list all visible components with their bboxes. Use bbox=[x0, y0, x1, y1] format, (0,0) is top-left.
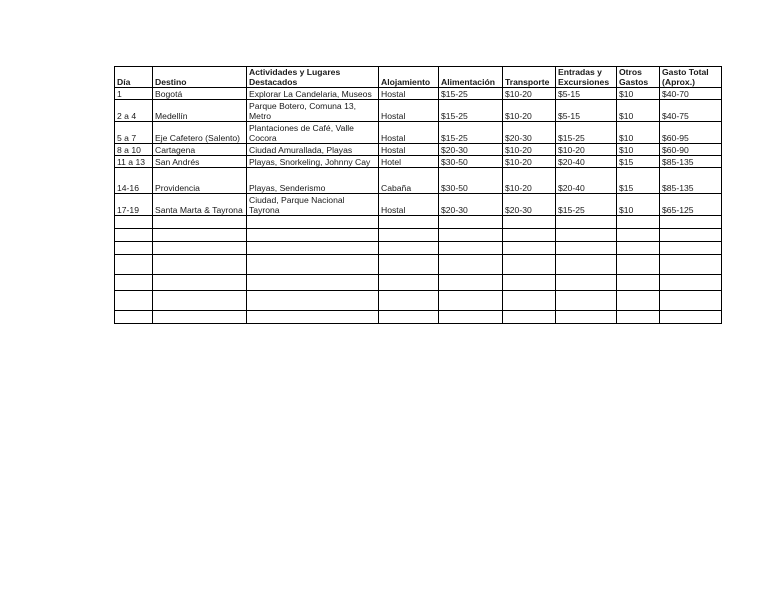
header-entradas: Entradas y Excursiones bbox=[556, 67, 617, 88]
cell-entradas: $15-25 bbox=[556, 194, 617, 216]
cell-entradas: $5-15 bbox=[556, 100, 617, 122]
empty-row bbox=[115, 255, 722, 275]
cell-entradas: $20-40 bbox=[556, 156, 617, 168]
table-row bbox=[115, 168, 722, 194]
cell-alimentacion: $15-25 bbox=[439, 88, 503, 100]
cell-transporte: $20-30 bbox=[503, 122, 556, 144]
cell-transporte: $10-20 bbox=[503, 100, 556, 122]
cell-dia: 14-16 bbox=[115, 168, 153, 194]
cell-entradas: $15-25 bbox=[556, 122, 617, 144]
cell-alimentacion: $15-25 bbox=[439, 122, 503, 144]
header-transporte: Transporte bbox=[503, 67, 556, 88]
cell-entradas: $10-20 bbox=[556, 144, 617, 156]
header-gasto-total: Gasto Total (Aprox.) bbox=[660, 67, 722, 88]
cell-transporte: $20-30 bbox=[503, 194, 556, 216]
table-row bbox=[115, 122, 722, 144]
cell-destino: Medellín bbox=[153, 100, 247, 122]
cell-gasto-total: $65-125 bbox=[660, 194, 722, 216]
cell-actividades: Parque Botero, Comuna 13, Metro bbox=[247, 100, 379, 122]
empty-row bbox=[115, 291, 722, 311]
cell-otros-gastos: $10 bbox=[617, 122, 660, 144]
empty-row bbox=[115, 242, 722, 255]
cell-destino: Eje Cafetero (Salento) bbox=[153, 122, 247, 144]
cell-destino: Bogotá bbox=[153, 88, 247, 100]
cell-actividades: Playas, Senderismo bbox=[247, 168, 379, 194]
table-row bbox=[115, 194, 722, 216]
empty-row bbox=[115, 311, 722, 324]
cell-gasto-total: $40-75 bbox=[660, 100, 722, 122]
header-alojamiento: Alojamiento bbox=[379, 67, 439, 88]
cell-destino: Cartagena bbox=[153, 144, 247, 156]
cell-entradas: $20-40 bbox=[556, 168, 617, 194]
cell-dia: 2 a 4 bbox=[115, 100, 153, 122]
cell-actividades: Plantaciones de Café, Valle Cocora bbox=[247, 122, 379, 144]
cell-transporte: $10-20 bbox=[503, 156, 556, 168]
header-row bbox=[115, 67, 722, 88]
cell-alimentacion: $20-30 bbox=[439, 144, 503, 156]
cell-actividades: Ciudad, Parque Nacional Tayrona bbox=[247, 194, 379, 216]
cell-otros-gastos: $10 bbox=[617, 144, 660, 156]
cell-transporte: $10-20 bbox=[503, 168, 556, 194]
cell-alimentacion: $30-50 bbox=[439, 168, 503, 194]
header-actividades: Actividades y Lugares Destacados bbox=[247, 67, 379, 88]
cell-otros-gastos: $10 bbox=[617, 100, 660, 122]
header-alimentacion: Alimentación bbox=[439, 67, 503, 88]
cell-dia: 11 a 13 bbox=[115, 156, 153, 168]
cell-dia: 17-19 bbox=[115, 194, 153, 216]
cell-gasto-total: $85-135 bbox=[660, 156, 722, 168]
cell-entradas: $5-15 bbox=[556, 88, 617, 100]
empty-row bbox=[115, 229, 722, 242]
cell-alimentacion: $30-50 bbox=[439, 156, 503, 168]
cell-otros-gastos: $10 bbox=[617, 194, 660, 216]
header-destino: Destino bbox=[153, 67, 247, 88]
cell-gasto-total: $60-95 bbox=[660, 122, 722, 144]
cell-alojamiento: Hotel bbox=[379, 156, 439, 168]
cell-actividades: Playas, Snorkeling, Johnny Cay bbox=[247, 156, 379, 168]
cell-alojamiento: Hostal bbox=[379, 88, 439, 100]
cell-transporte: $10-20 bbox=[503, 88, 556, 100]
header-dia: Día bbox=[115, 67, 153, 88]
cell-alojamiento: Hostal bbox=[379, 194, 439, 216]
cell-destino: Providencia bbox=[153, 168, 247, 194]
cell-dia: 1 bbox=[115, 88, 153, 100]
cell-actividades: Explorar La Candelaria, Museos bbox=[247, 88, 379, 100]
table-row bbox=[115, 144, 722, 156]
cell-dia: 5 a 7 bbox=[115, 122, 153, 144]
cell-alimentacion: $15-25 bbox=[439, 100, 503, 122]
cell-gasto-total: $60-90 bbox=[660, 144, 722, 156]
cell-dia: 8 a 10 bbox=[115, 144, 153, 156]
empty-row bbox=[115, 275, 722, 291]
cell-actividades: Ciudad Amurallada, Playas bbox=[247, 144, 379, 156]
cell-destino: Santa Marta & Tayrona bbox=[153, 194, 247, 216]
itinerary-table bbox=[114, 66, 722, 324]
empty-row bbox=[115, 216, 722, 229]
table-row bbox=[115, 88, 722, 100]
cell-alojamiento: Cabaña bbox=[379, 168, 439, 194]
cell-alojamiento: Hostal bbox=[379, 100, 439, 122]
table-row bbox=[115, 100, 722, 122]
cell-transporte: $10-20 bbox=[503, 144, 556, 156]
cell-alojamiento: Hostal bbox=[379, 144, 439, 156]
cell-alojamiento: Hostal bbox=[379, 122, 439, 144]
cell-otros-gastos: $15 bbox=[617, 168, 660, 194]
cell-otros-gastos: $15 bbox=[617, 156, 660, 168]
cell-otros-gastos: $10 bbox=[617, 88, 660, 100]
header-otros-gastos: Otros Gastos bbox=[617, 67, 660, 88]
table-row bbox=[115, 156, 722, 168]
cell-destino: San Andrés bbox=[153, 156, 247, 168]
cell-alimentacion: $20-30 bbox=[439, 194, 503, 216]
cell-gasto-total: $40-70 bbox=[660, 88, 722, 100]
cell-gasto-total: $85-135 bbox=[660, 168, 722, 194]
